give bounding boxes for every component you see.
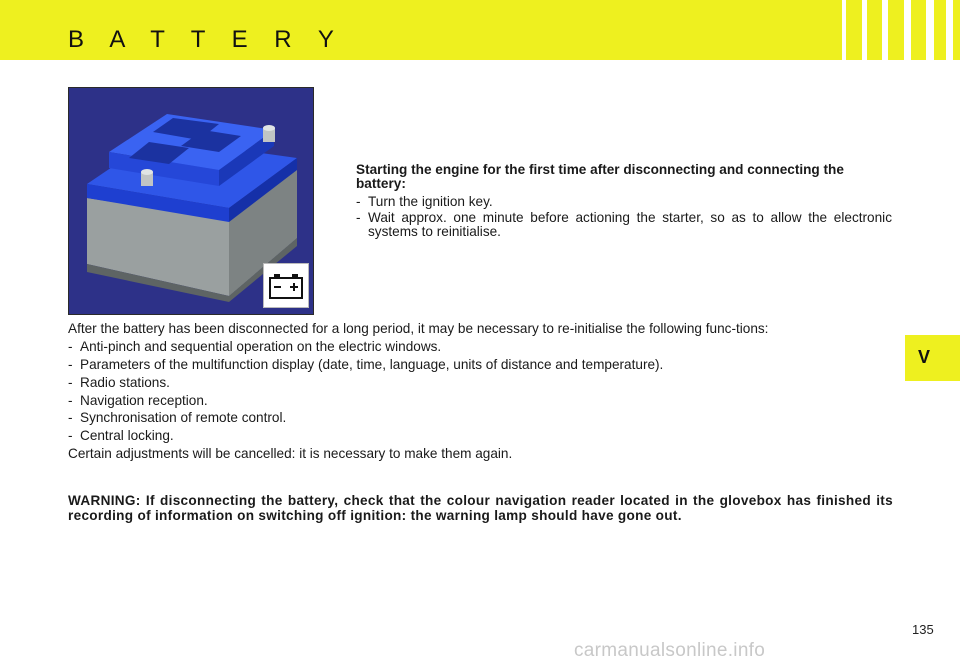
intro-paragraph: After the battery has been disconnected for a long period, it may be necessary to re-initialise the following func-tions: [68, 321, 769, 336]
page-title: B A T T E R Y [68, 26, 344, 53]
list-item: - Wait approx. one minute before actioning the starter, so as to allow the electronic systems to reinitialise. [356, 210, 892, 239]
battery-illustration [68, 87, 314, 315]
warning-paragraph: WARNING: If disconnecting the battery, check that the colour navigation reader located in the glovebox has finished its recording of information on switching off ignition: the warning lamp should have gone out. [68, 493, 893, 523]
list-item: - Parameters of the multifunction display (date, time, language, units of distance and temperature). [68, 356, 664, 372]
list-item: - Turn the ignition key. [356, 194, 493, 209]
watermark: carmanualsonline.info [574, 640, 766, 661]
reinitialise-section [68, 322, 893, 462]
page-number: 135 [912, 622, 934, 637]
list-item: - Navigation reception. [68, 392, 208, 408]
header-band [0, 0, 960, 60]
closing-paragraph: Certain adjustments will be cancelled: it is necessary to make them again. [68, 446, 513, 462]
section-tab [905, 335, 960, 381]
list-item: - Radio stations. [68, 374, 170, 390]
list-item: - Central locking. [68, 428, 174, 444]
first-start-heading: Starting the engine for the first time after disconnecting and connecting the battery: [356, 162, 844, 191]
header-stripes [842, 0, 960, 60]
section-tab-label: V [917, 347, 930, 367]
list-item: - Anti-pinch and sequential operation on the electric windows. [68, 338, 442, 354]
first-start-section [356, 163, 892, 241]
battery-warning-symbol-icon [263, 263, 309, 308]
list-item: - Synchronisation of remote control. [68, 410, 287, 426]
